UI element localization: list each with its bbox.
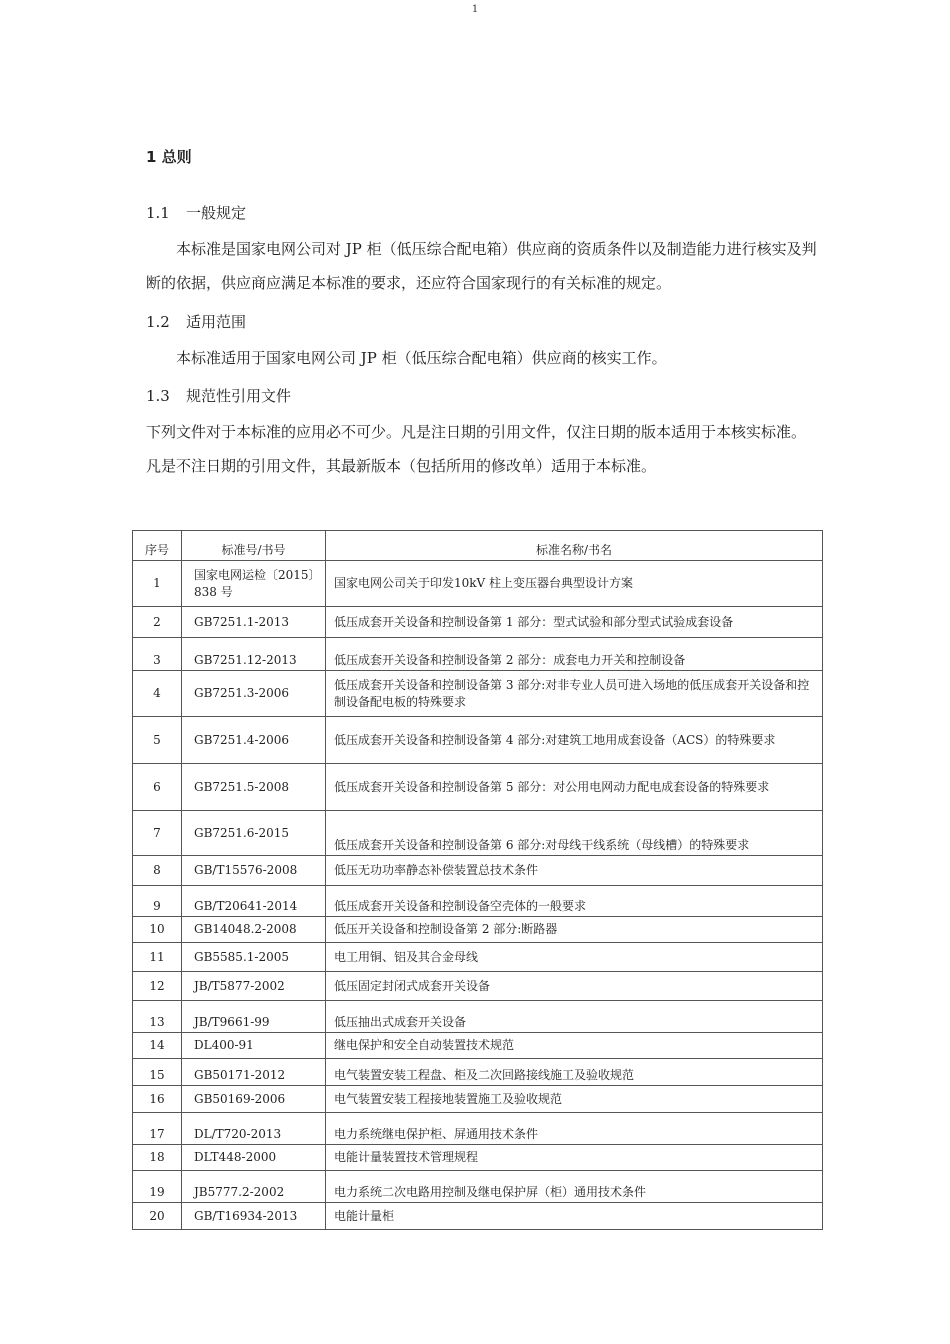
row-number: 20 xyxy=(133,1203,182,1230)
section-title: 1 总则 xyxy=(146,148,192,166)
subsection-3-text: 下列文件对于本标准的应用必不可少。凡是注日期的引用文件，仅注日期的版本适用于本核实标准。凡是不注日期的引用文件，其最新版本（包括所用的修改单）适用于本标准。 xyxy=(146,423,807,475)
subsection-1-title: 一般规定 xyxy=(186,204,247,222)
row-number: 13 xyxy=(133,1001,182,1033)
subsection-3-heading xyxy=(146,385,291,406)
row-code: GB7251.6-2015 xyxy=(182,811,326,856)
subsection-2-number: 1.2 xyxy=(146,313,170,331)
subsection-1-number: 1.1 xyxy=(146,204,170,222)
row-number: 7 xyxy=(133,811,182,856)
row-name: 电气装置安装工程盘、柜及二次回路接线施工及验收规范 xyxy=(326,1059,823,1086)
row-name: 低压开关设备和控制设备第 2 部分:断路器 xyxy=(326,917,823,943)
row-name: 电能计量柜 xyxy=(326,1203,823,1230)
table-row xyxy=(133,856,823,886)
row-name: 低压成套开关设备和控制设备空壳体的一般要求 xyxy=(326,886,823,917)
row-code: GB7251.3-2006 xyxy=(182,671,326,717)
row-name: 低压成套开关设备和控制设备第 3 部分:对非专业人员可进入场地的低压成套开关设备和控制设备配电板的特殊要求 xyxy=(326,671,823,717)
row-code: GB7251.1-2013 xyxy=(182,607,326,638)
table-row xyxy=(133,607,823,638)
row-number: 12 xyxy=(133,972,182,1001)
row-number: 4 xyxy=(133,671,182,717)
row-code: GB14048.2-2008 xyxy=(182,917,326,943)
table-row xyxy=(133,811,823,856)
table-row xyxy=(133,561,823,607)
row-number: 18 xyxy=(133,1145,182,1171)
subsection-3-number: 1.3 xyxy=(146,387,170,405)
table-row xyxy=(133,1203,823,1230)
row-number: 15 xyxy=(133,1059,182,1086)
row-number: 8 xyxy=(133,856,182,886)
row-name: 低压固定封闭式成套开关设备 xyxy=(326,972,823,1001)
table-row xyxy=(133,1059,823,1086)
row-number: 19 xyxy=(133,1171,182,1203)
table-row xyxy=(133,1145,823,1171)
row-name: 低压成套开关设备和控制设备第 2 部分：成套电力开关和控制设备 xyxy=(326,638,823,671)
table-row xyxy=(133,972,823,1001)
table-row xyxy=(133,1001,823,1033)
header-code: 标准号/书号 xyxy=(182,531,326,561)
subsection-1-heading xyxy=(146,202,246,223)
row-name: 国家电网公司关于印发10kV 柱上变压器台典型设计方案 xyxy=(326,561,823,607)
row-number: 1 xyxy=(133,561,182,607)
table-row xyxy=(133,886,823,917)
table-row xyxy=(133,638,823,671)
row-name: 低压抽出式成套开关设备 xyxy=(326,1001,823,1033)
row-name: 低压成套开关设备和控制设备第 4 部分:对建筑工地用成套设备（ACS）的特殊要求 xyxy=(326,717,823,764)
table-header-row xyxy=(133,531,823,561)
row-name: 电力系统二次电路用控制及继电保护屏（柜）通用技术条件 xyxy=(326,1171,823,1203)
row-code: DL400-91 xyxy=(182,1033,326,1059)
row-name: 低压成套开关设备和控制设备第 6 部分:对母线干线系统（母线槽）的特殊要求 xyxy=(326,811,823,856)
row-code: GB/T15576-2008 xyxy=(182,856,326,886)
row-code: JB/T9661-99 xyxy=(182,1001,326,1033)
row-code: JB/T5877-2002 xyxy=(182,972,326,1001)
row-code: GB50169-2006 xyxy=(182,1086,326,1113)
table-row xyxy=(133,943,823,972)
subsection-2-title: 适用范围 xyxy=(186,313,247,331)
page-number: 1 xyxy=(471,4,479,15)
row-code: GB7251.12-2013 xyxy=(182,638,326,671)
table-row xyxy=(133,717,823,764)
references-table xyxy=(132,530,823,1230)
table-row xyxy=(133,1171,823,1203)
row-code: GB7251.4-2006 xyxy=(182,717,326,764)
table-row xyxy=(133,1086,823,1113)
header-number: 序号 xyxy=(133,531,182,561)
row-number: 6 xyxy=(133,764,182,811)
table-row xyxy=(133,764,823,811)
row-number: 17 xyxy=(133,1113,182,1145)
row-number: 5 xyxy=(133,717,182,764)
row-number: 14 xyxy=(133,1033,182,1059)
row-number: 16 xyxy=(133,1086,182,1113)
row-name: 继电保护和安全自动装置技术规范 xyxy=(326,1033,823,1059)
table-row xyxy=(133,1113,823,1145)
row-number: 10 xyxy=(133,917,182,943)
table-row xyxy=(133,917,823,943)
subsection-2-text: 本标准适用于国家电网公司 JP 柜（低压综合配电箱）供应商的核实工作。 xyxy=(176,349,667,367)
row-number: 9 xyxy=(133,886,182,917)
row-name: 电力系统继电保护柜、屏通用技术条件 xyxy=(326,1113,823,1145)
row-number: 11 xyxy=(133,943,182,972)
row-code: GB5585.1-2005 xyxy=(182,943,326,972)
row-code: GB50171-2012 xyxy=(182,1059,326,1086)
subsection-3-title: 规范性引用文件 xyxy=(186,387,292,405)
table-row xyxy=(133,1033,823,1059)
row-name: 电工用铜、铝及其合金母线 xyxy=(326,943,823,972)
row-name: 低压成套开关设备和控制设备第 1 部分：型式试验和部分型式试验成套设备 xyxy=(326,607,823,638)
row-code: 国家电网运检〔2015〕838 号 xyxy=(182,561,326,607)
table-row xyxy=(133,671,823,717)
row-name: 电能计量装置技术管理规程 xyxy=(326,1145,823,1171)
row-name: 低压无功功率静态补偿装置总技术条件 xyxy=(326,856,823,886)
row-number: 2 xyxy=(133,607,182,638)
header-name: 标准名称/书名 xyxy=(326,531,823,561)
row-name: 电气装置安装工程接地装置施工及验收规范 xyxy=(326,1086,823,1113)
row-number: 3 xyxy=(133,638,182,671)
row-code: DLT448-2000 xyxy=(182,1145,326,1171)
row-code: DL/T720-2013 xyxy=(182,1113,326,1145)
row-code: GB7251.5-2008 xyxy=(182,764,326,811)
row-name: 低压成套开关设备和控制设备第 5 部分：对公用电网动力配电成套设备的特殊要求 xyxy=(326,764,823,811)
subsection-1-text: 本标准是国家电网公司对 JP 柜（低压综合配电箱）供应商的资质条件以及制造能力进行核实及判断的依据，供应商应满足本标准的要求，还应符合国家现行的有关标准的规定。 xyxy=(146,240,817,292)
row-code: GB/T16934-2013 xyxy=(182,1203,326,1230)
row-code: GB/T20641-2014 xyxy=(182,886,326,917)
row-code: JB5777.2-2002 xyxy=(182,1171,326,1203)
subsection-2-heading xyxy=(146,311,246,332)
